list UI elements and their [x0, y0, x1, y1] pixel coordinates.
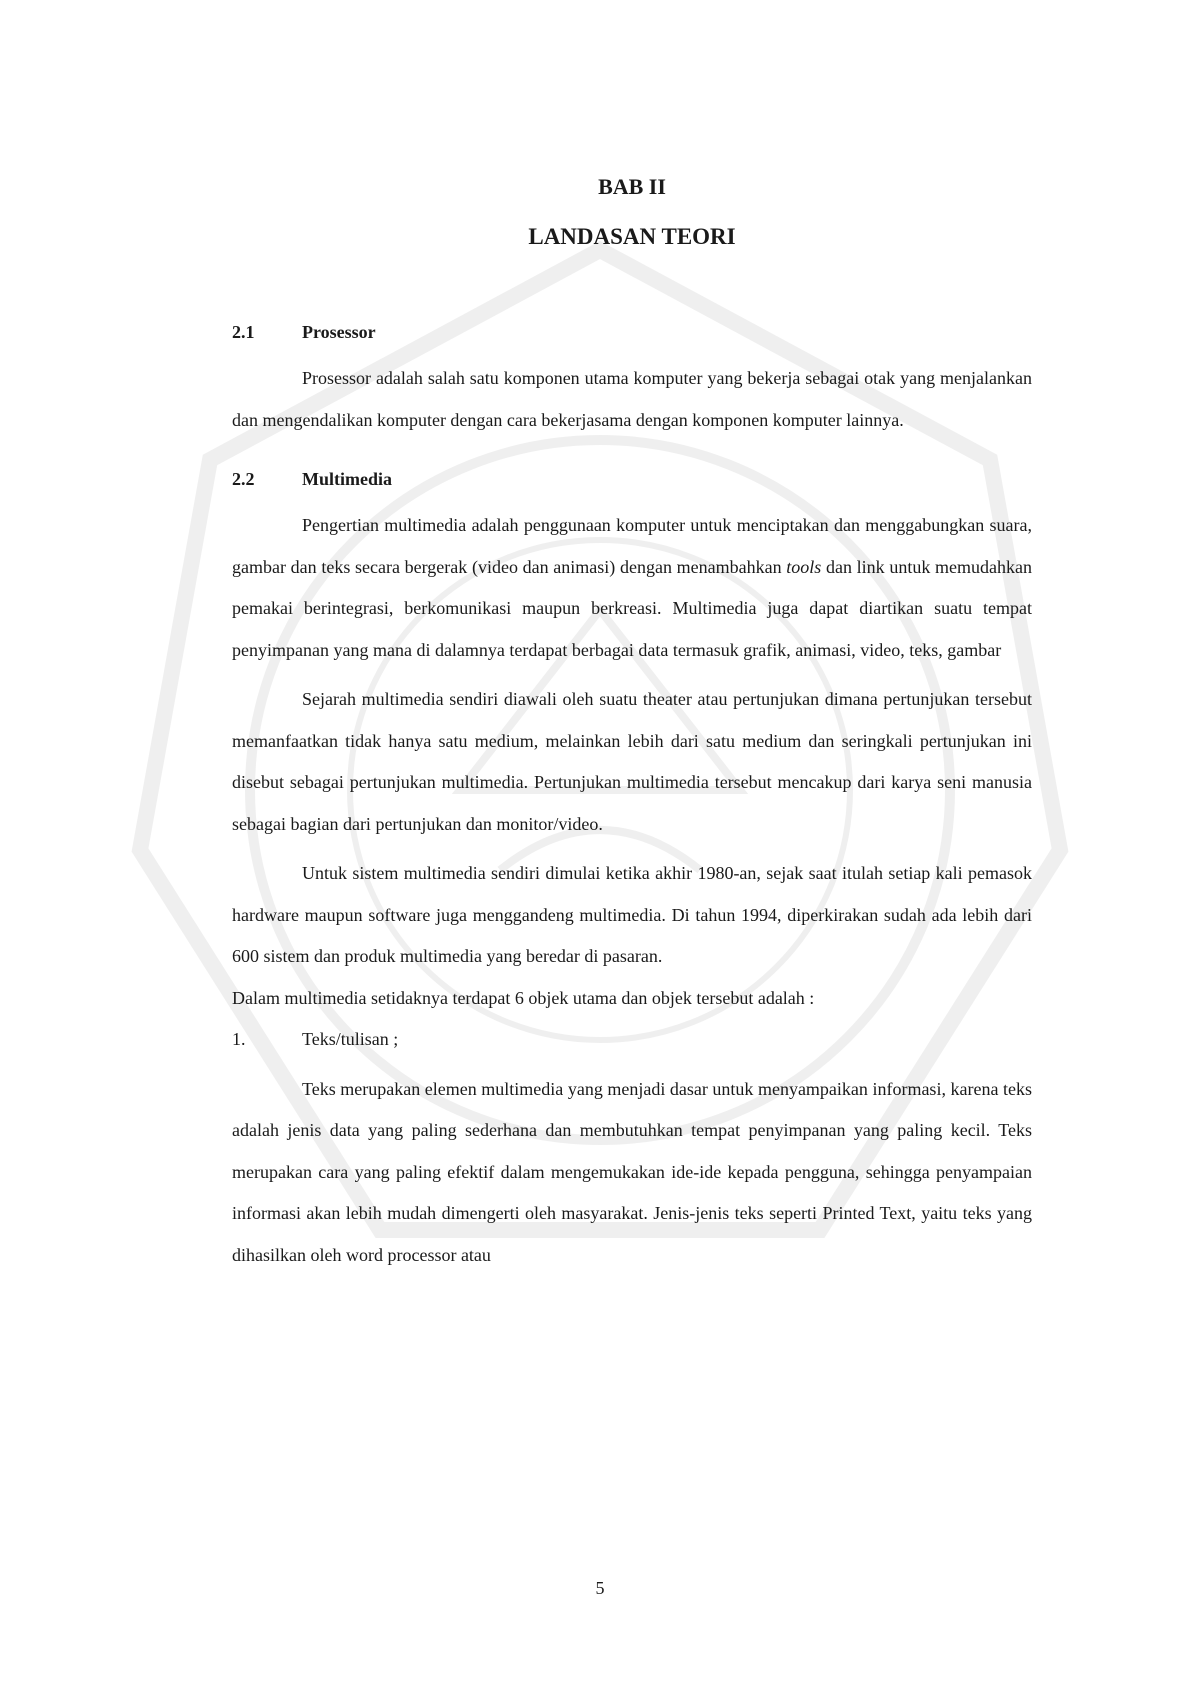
chapter-title: LANDASAN TEORI — [528, 224, 736, 249]
chapter-number: BAB II — [598, 174, 666, 199]
list-intro: Dalam multimedia setidaknya terdapat 6 objek utama dan objek tersebut adalah : — [232, 987, 815, 1008]
section-number: 2.2 — [232, 469, 255, 489]
paragraph-teks: Teks merupakan elemen multimedia yang menjadi dasar untuk menyampaikan informasi, karena teks adalah jenis data yang paling sederhana dan membutuhkan tempat penyimpanan yang paling kecil. Teks merupakan cara yang paling efektif dalam mengemukakan ide-ide kepada pengguna, sehingga penyampaian informasi akan lebih mudah dimengerti oleh masyarakat. Jenis-jenis teks seperti Printed Text, yaitu teks yang dihasilkan oleh word processor atau — [232, 1078, 1032, 1265]
paragraph-multimedia-definition — [232, 505, 1032, 671]
list-item-label: Teks/tulisan ; — [302, 1029, 399, 1049]
list-item-number: 1. — [232, 1029, 246, 1049]
section-heading-multimedia — [232, 465, 1032, 493]
page-number: 5 — [595, 1578, 605, 1598]
section-title: Multimedia — [302, 469, 392, 489]
paragraph-multimedia-systems: Untuk sistem multimedia sendiri dimulai ketika akhir 1980-an, sejak saat itulah setiap kali pemasok hardware maupun software juga menggandeng multimedia. Di tahun 1994, diperkirakan sudah ada lebih dari 600 sistem dan produk multimedia yang beredar di pasaran. — [232, 863, 1032, 966]
section-title: Prosessor — [302, 322, 376, 342]
paragraph-prosessor: Prosessor adalah salah satu komponen utama komputer yang bekerja sebagai otak yang menjalankan dan mengendalikan komputer dengan cara bekerjasama dengan komponen komputer lainnya. — [232, 368, 1032, 430]
list-item — [232, 1019, 1032, 1061]
paragraph-text: dan link untuk memudahkan pemakai berintegrasi, berkomunikasi maupun berkreasi. Multimedia juga dapat diartikan suatu tempat penyimpanan yang mana di dalamnya terdapat berbagai data termasuk grafik, animasi, video, teks, gambar — [232, 556, 1032, 660]
paragraph-text: Pengertian multimedia adalah penggunaan komputer untuk menciptakan dan menggabungkan suara, gambar dan teks secara bergerak (video dan animasi) dengan menambahkan — [232, 515, 1032, 577]
italic-term: tools — [786, 556, 822, 577]
section-heading-prosessor — [232, 318, 1032, 346]
paragraph-multimedia-history: Sejarah multimedia sendiri diawali oleh suatu theater atau pertunjukan dimana pertunjukan tersebut memanfaatkan tidak hanya satu medium, melainkan lebih dari satu medium dan seringkali pertunjukan ini disebut sebagai pertunjukan multimedia. Pertunjukan multimedia tersebut mencakup dari karya seni manusia sebagai bagian dari pertunjukan dan monitor/video. — [232, 689, 1032, 834]
page-content — [232, 172, 1032, 1276]
section-number: 2.1 — [232, 322, 255, 342]
